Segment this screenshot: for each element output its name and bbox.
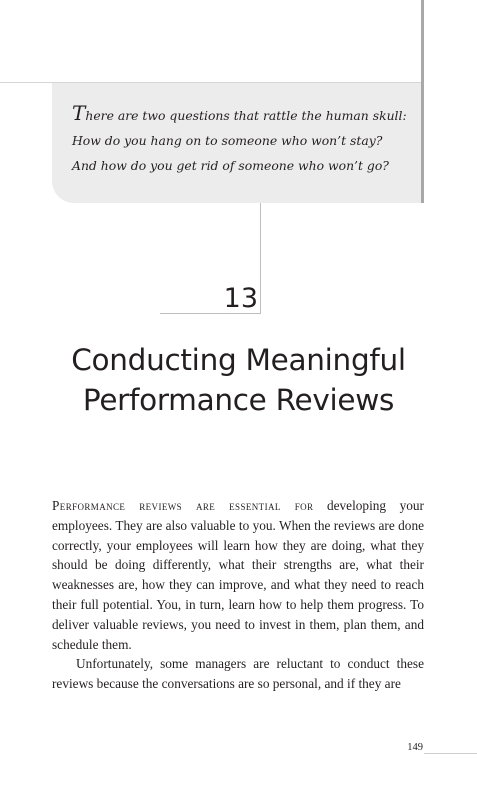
paragraph-1 <box>52 496 424 654</box>
epigraph-initial: T <box>72 101 86 125</box>
lead-in: Performance reviews are essential for <box>52 498 314 513</box>
epigraph-body: here are two questions that rattle the human skull: How do you hang on to someone who won’t stay? And how do you get rid of someone who won’t go? <box>72 108 407 173</box>
paragraph-2: Unfortunately, some managers are reluctant to conduct these reviews because the conversations are so personal, and if they are <box>52 656 424 692</box>
paragraph-1-text: developing your employees. They are also valuable to you. When the reviews are done correctly, your employees will learn how they are doing, what they should be doing differently, what their strengths are, what their weaknesses are, how they can improve, and what they need to reach their full potential. You, in turn, learn how to help them progress. To deliver valuable reviews, you need to invest in them, plan them, and schedule them. <box>52 498 424 652</box>
margin-bar <box>421 0 424 203</box>
chapter-number: 13 <box>223 283 258 314</box>
footer-rule <box>424 753 477 754</box>
page-number: 149 <box>407 742 423 753</box>
epigraph-text <box>72 101 409 178</box>
connector-line-vertical <box>260 203 261 313</box>
body-text <box>52 496 424 694</box>
epigraph-box <box>52 83 421 203</box>
chapter-title: Conducting Meaningful Performance Reviews <box>71 343 406 417</box>
